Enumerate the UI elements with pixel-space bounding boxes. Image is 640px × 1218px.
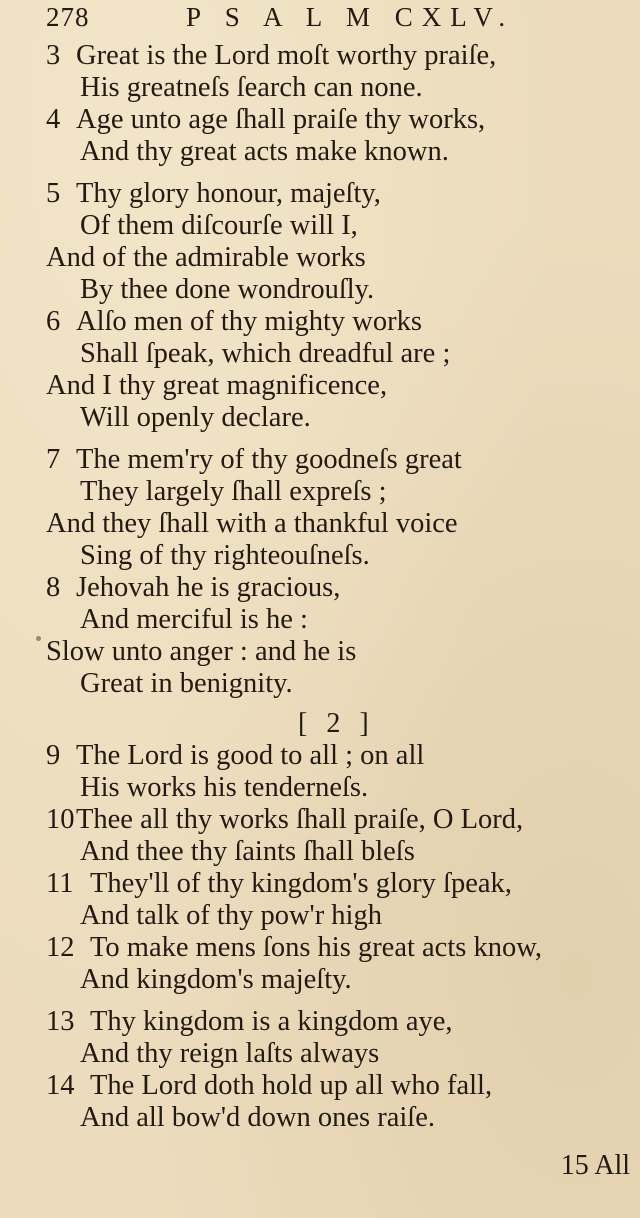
- verse-line: [46, 338, 636, 370]
- verse-line: [46, 40, 636, 72]
- verse-line: [46, 274, 636, 306]
- verse-number: 5: [46, 178, 61, 209]
- verse-line-text: His works his tenderneſs.: [80, 772, 369, 803]
- verse-line: [46, 72, 636, 104]
- verse-line: [46, 370, 636, 402]
- verse-line: [46, 636, 636, 668]
- verse-line-text: And I thy great magnificence,: [46, 370, 388, 401]
- verse-line-text: The Lord doth hold up all who fall,: [90, 1070, 493, 1101]
- verse-line-text: Alſo men of thy mighty works: [76, 306, 422, 337]
- verse-line: [46, 740, 636, 772]
- verse-line: [46, 402, 636, 434]
- verse-line-text: And of the admirable works: [46, 242, 366, 273]
- verse-line-text: His greatneſs ſearch can none.: [80, 72, 423, 103]
- verse-line: [46, 104, 636, 136]
- verse-number: 11: [46, 868, 74, 899]
- verse-line: [46, 1102, 636, 1134]
- ink-speck: [36, 636, 41, 641]
- catchword: 15 All: [560, 1150, 630, 1181]
- section-marker: [ 2 ]: [298, 708, 375, 739]
- verse-number: 14: [46, 1070, 75, 1101]
- verse-line-text: Thy glory honour, majeſty,: [76, 178, 381, 209]
- verse-line-text: And thee thy ſaints ſhall bleſs: [80, 836, 415, 867]
- verse-line-text: Of them diſcourſe will I,: [80, 210, 358, 241]
- verse-line-text: And thy reign laſts always: [80, 1038, 380, 1069]
- verse-line: [46, 476, 636, 508]
- verse-line: [46, 1070, 636, 1102]
- verse-line: [46, 772, 636, 804]
- verse-line: [46, 508, 636, 540]
- verse-line: [46, 964, 636, 996]
- page-number: 278: [46, 2, 90, 32]
- verse-line-text: The Lord is good to all ; on all: [76, 740, 425, 771]
- running-head: P S A L M CXLV.: [186, 2, 515, 32]
- verse-number: 9: [46, 740, 61, 771]
- verse-number: 12: [46, 932, 75, 963]
- verse-line-text: And thy great acts make known.: [80, 136, 449, 167]
- psalm-text: [46, 40, 636, 1134]
- verse-number: 3: [46, 40, 61, 71]
- verse-line-text: They largely ſhall expreſs ;: [80, 476, 387, 507]
- verse-line-text: Age unto age ſhall praiſe thy works,: [76, 104, 486, 135]
- verse-line-text: And kingdom's majeſty.: [80, 964, 352, 995]
- verse-line: [46, 604, 636, 636]
- verse-line-text: To make mens ſons his great acts know,: [90, 932, 543, 963]
- verse-line: [46, 178, 636, 210]
- verse-line: [46, 444, 636, 476]
- verse-number: 6: [46, 306, 61, 337]
- verse-line-text: Thee all thy works ſhall praiſe, O Lord,: [76, 804, 524, 835]
- verse-number: 7: [46, 444, 61, 475]
- verse-line-text: Sing of thy righteouſneſs.: [80, 540, 370, 571]
- verse-line-text: The mem'ry of thy goodneſs great: [76, 444, 462, 475]
- verse-line-text: They'll of thy kingdom's glory ſpeak,: [90, 868, 512, 899]
- verse-line-text: By thee done wondrouſly.: [80, 274, 375, 305]
- verse-line: [46, 804, 636, 836]
- verse-line-text: And they ſhall with a thankful voice: [46, 508, 458, 539]
- verse-line-text: Great is the Lord moſt worthy praiſe,: [76, 40, 497, 71]
- verse-line: [46, 868, 636, 900]
- verse-line-text: And merciful is he :: [80, 604, 308, 635]
- verse-line-text: Thy kingdom is a kingdom aye,: [90, 1006, 453, 1037]
- verse-line-text: And talk of thy pow'r high: [80, 900, 382, 931]
- verse-number: 13: [46, 1006, 75, 1037]
- verse-line: [46, 668, 636, 700]
- verse-number: 4: [46, 104, 61, 135]
- verse-line: [46, 1006, 636, 1038]
- verse-line-text: Great in benignity.: [80, 668, 293, 699]
- verse-line: [46, 572, 636, 604]
- verse-line: [46, 1038, 636, 1070]
- verse-line: [46, 540, 636, 572]
- verse-line-text: Jehovah he is gracious,: [76, 572, 341, 603]
- verse-line-text: Slow unto anger : and he is: [46, 636, 357, 667]
- verse-line: [46, 242, 636, 274]
- verse-line: [46, 932, 636, 964]
- verse-line-text: Will openly declare.: [80, 402, 311, 433]
- verse-number: 8: [46, 572, 61, 603]
- verse-line: [46, 836, 636, 868]
- verse-line-text: Shall ſpeak, which dreadful are ;: [80, 338, 451, 369]
- verse-line: [46, 306, 636, 338]
- verse-line: [46, 136, 636, 168]
- verse-number: 10: [46, 804, 75, 835]
- verse-line: [46, 210, 636, 242]
- verse-line: [46, 900, 636, 932]
- verse-line-text: And all bow'd down ones raiſe.: [80, 1102, 435, 1133]
